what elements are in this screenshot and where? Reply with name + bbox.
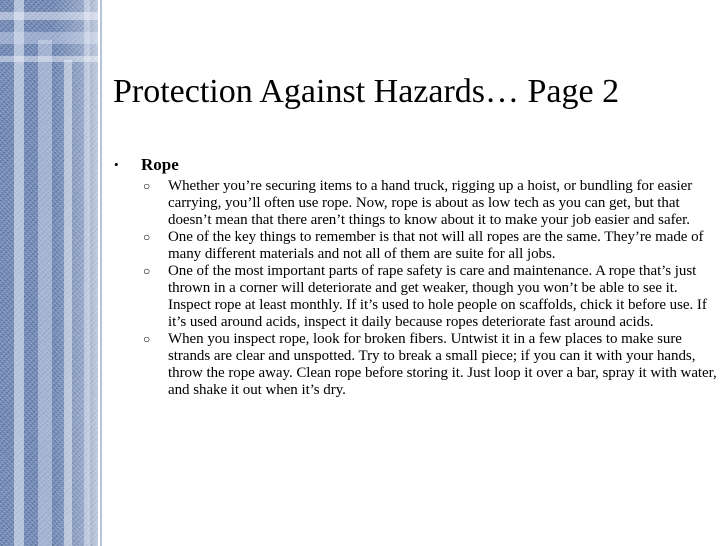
list-item bbox=[114, 263, 720, 331]
sub-bullet-list bbox=[114, 178, 720, 399]
list-item bbox=[114, 331, 720, 399]
hollow-circle-icon: ○ bbox=[143, 264, 151, 278]
list-item-text: When you inspect rope, look for broken fibers. Untwist it in a few places to make sure strands are clear and unspotted. Try to break a small piece; if you can it with your hands, throw the rope away. Clean rope before storing it. Just loop it over a bar, spray it with water, and shake it out when it’s dry. bbox=[168, 331, 717, 398]
denim-fade-overlay bbox=[0, 0, 98, 546]
slide-content bbox=[114, 155, 720, 399]
list-item bbox=[114, 229, 720, 263]
bullet-label: Rope bbox=[141, 155, 179, 174]
list-item-text: Whether you’re securing items to a hand truck, rigging up a hoist, or bundling for easier carrying, you’ll often use rope. Now, rope is about as low tech as you can get, but that doesn’t mean that there aren’t things to know about it to make your job easier and safer. bbox=[168, 178, 693, 228]
hollow-circle-icon: ○ bbox=[143, 179, 151, 193]
bullet-rope bbox=[114, 155, 720, 175]
vertical-divider bbox=[100, 0, 102, 546]
list-item-text: One of the key things to remember is that not will all ropes are the same. They’re made of many different materials and not all of them are suite for all jobs. bbox=[168, 229, 704, 262]
slide-title: Protection Against Hazards… Page 2 bbox=[113, 73, 620, 110]
bullet-dot-icon: • bbox=[114, 157, 119, 172]
list-item bbox=[114, 178, 720, 229]
hollow-circle-icon: ○ bbox=[143, 332, 151, 346]
list-item-text: One of the most important parts of rape safety is care and maintenance. A rope that’s just thrown in a corner will deteriorate and get weaker, though you won’t be able to see it. Inspect rope at least monthly. If it’s used to hole people on scaffolds, chick it before use. If it’s used around acids, inspect it daily because ropes deteriorate fast around acids. bbox=[168, 263, 707, 330]
hollow-circle-icon: ○ bbox=[143, 230, 151, 244]
